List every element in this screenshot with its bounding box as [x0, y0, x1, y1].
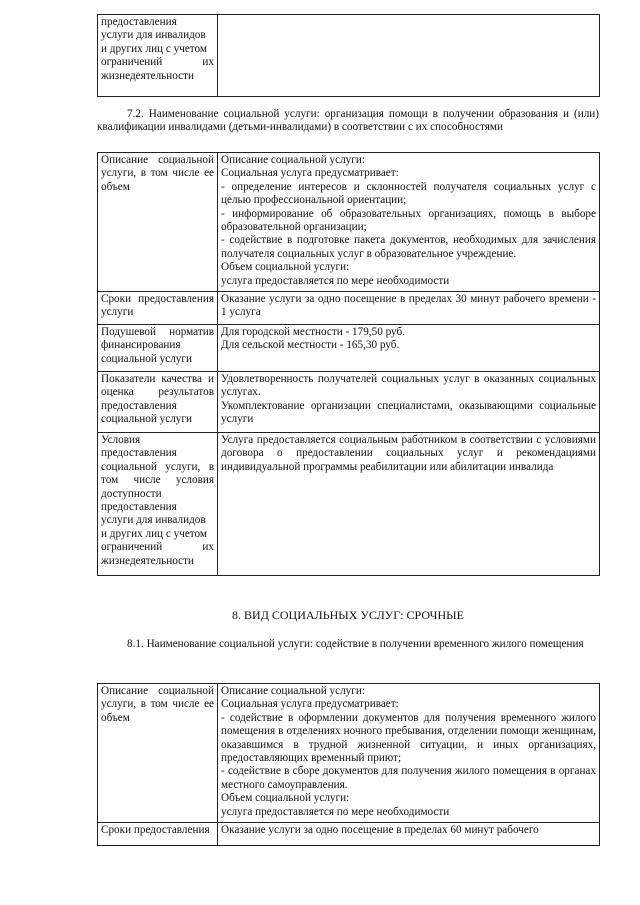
value-line: Описание социальной услуги:	[221, 154, 365, 166]
label-line: жизнедеятельности	[101, 69, 194, 82]
label-line: предоставления	[101, 16, 177, 28]
row-value-cell	[218, 372, 600, 433]
value-line: услуга предоставляется по мере необходимости	[221, 805, 450, 818]
section-8-1-heading: 8.1. Наименование социальной услуги: содействие в получении временного жилого помещения	[127, 638, 584, 650]
value-line: услуга предоставляется по мере необходимости	[221, 274, 450, 287]
row-label-cell: Сроки предоставления	[98, 823, 218, 846]
value-line: - определение интересов и склонностей получателя социальных услуг с целью профессиональной ориентации;	[221, 180, 596, 207]
value-line: Объем социальной услуги:	[221, 261, 350, 274]
row-label-cell	[98, 433, 218, 576]
value-line: - информирование об образовательных организациях, помощь в выборе образовательной организации;	[221, 207, 596, 234]
label-line: жизнедеятельности	[101, 554, 194, 567]
table-8-1	[97, 683, 600, 846]
row-label-cell: Подушевой норматив финансирования социальной услуги	[98, 325, 218, 372]
row-value-cell	[218, 325, 600, 372]
table-row	[98, 292, 600, 325]
table-row	[98, 823, 600, 846]
table-row	[98, 153, 600, 292]
label-line: ограничений их	[101, 541, 214, 554]
table-7-2	[97, 152, 600, 576]
label-line: предоставления	[101, 447, 177, 460]
table-row	[98, 372, 600, 433]
label-line: Условия	[101, 434, 141, 446]
value-line: Укомплектование организации специалистами, оказывающими социальные услуги	[221, 399, 596, 426]
value-line: - содействие в сборе документов для получения жилого помещения в органах местного самоуправления.	[221, 765, 596, 791]
row-value-cell	[218, 153, 600, 292]
value-line: Описание социальной услуги:	[221, 685, 365, 697]
row-value-cell	[218, 15, 600, 97]
table-row	[98, 433, 600, 576]
label-line: услуги для инвалидов	[101, 514, 206, 527]
table-row	[98, 15, 600, 97]
section-8-title: 8. ВИД СОЦИАЛЬНЫХ УСЛУГ: СРОЧНЫЕ	[232, 608, 464, 622]
table-row	[98, 325, 600, 372]
row-label-cell	[98, 15, 218, 97]
label-line: социальной услуги, в	[101, 460, 214, 473]
row-value-cell: Оказание услуги за одно посещение в пределах 30 минут рабочего времени - 1 услуга	[218, 292, 600, 325]
row-value-cell: Оказание услуги за одно посещение в пределах 60 минут рабочего	[218, 823, 600, 846]
value-line: - содействие в подготовке пакета документов, необходимых для зачисления получателя социальных услуг в образовательное учреждение.	[221, 234, 596, 260]
label-line: и других лиц с учетом	[101, 527, 207, 540]
label-line: доступности	[101, 487, 162, 500]
value-line: Социальная услуга предусматривает:	[221, 698, 399, 711]
top-continued-table	[97, 14, 600, 97]
row-value-cell: Услуга предоставляется социальным работником в соответствии с условиями договора о предоставлении социальных услуг и рекомендациями индивидуальной программы реабилитации или абилитации инвалида	[218, 433, 600, 576]
value-line: Объем социальной услуги:	[221, 792, 350, 805]
label-line: предоставления	[101, 501, 177, 514]
value-line: Социальная услуга предусматривает:	[221, 167, 399, 180]
row-label-cell: Описание социальной услуги, в том числе ее объем	[98, 153, 218, 292]
row-label-cell: Сроки предоставления услуги	[98, 292, 218, 325]
label-line: ограничений их	[101, 56, 214, 69]
row-label-cell: Описание социальной услуги, в том числе ее объем	[98, 684, 218, 823]
value-line: Для сельской местности - 165,30 руб.	[221, 339, 400, 352]
label-line: услуги для инвалидов	[101, 29, 206, 42]
value-line: Удовлетворенность получателей социальных услуг в оказанных социальных услугах.	[221, 373, 596, 399]
section-7-2-heading: 7.2. Наименование социальной услуги: организация помощи в получении образования и (или) квалификации инвалидами (детьми-инвалидами) в соответствии с их способностями	[97, 108, 599, 134]
value-line: - содействие в оформлении документов для получения временного жилого помещения в отделениях ночного пребывания, отделении помощи женщинам, оказавшимся в трудной жизненной ситуации, и иных организациях, предоставляющих временный приют;	[221, 711, 596, 765]
row-label-cell: Показатели качества и оценка результатов предоставления социальной услуги	[98, 372, 218, 433]
label-line: том числе условия	[101, 474, 214, 487]
table-row	[98, 684, 600, 823]
row-value-cell	[218, 684, 600, 823]
label-line: и других лиц с учетом	[101, 42, 207, 55]
value-line: Для городской местности - 179,50 руб.	[221, 326, 405, 338]
